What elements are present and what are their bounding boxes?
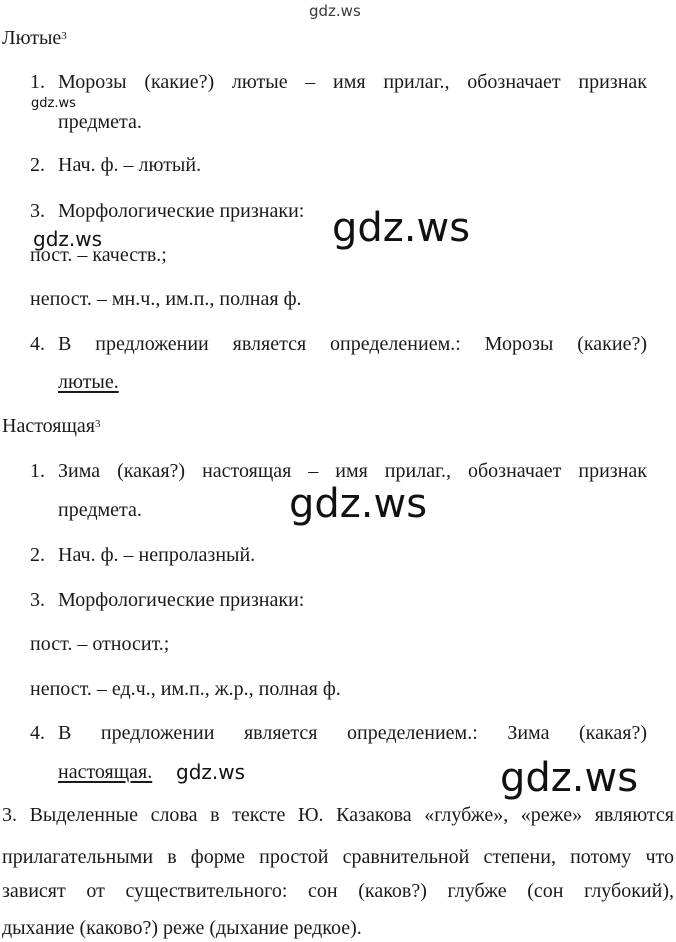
s2-item3: Морфологические признаки: <box>58 589 305 611</box>
s2-item3-num: 3. <box>30 589 45 611</box>
s1-item4-num: 4. <box>30 333 45 355</box>
task3-line1: 3. Выделенные слова в тексте Ю. Казакова «глубже», «реже» являются <box>2 804 674 826</box>
s2-post: пост. – относит.; <box>30 633 170 655</box>
s1-item3: Морфологические признаки: <box>58 200 305 222</box>
section1-title-text: Лютые <box>2 27 62 49</box>
s1-item2: Нач. ф. – лютый. <box>58 154 202 176</box>
s2-nepost: непост. – ед.ч., им.п., ж.р., полная ф. <box>30 678 341 700</box>
section1-title <box>2 26 67 50</box>
s2-item1-line2: предмета. <box>58 499 142 521</box>
task3-line2: прилагательными в форме простой сравнительной степени, потому что <box>2 846 674 868</box>
s1-item3-num: 3. <box>30 200 45 222</box>
section2-title-text: Настоящая <box>2 415 95 437</box>
section2-title <box>2 414 100 438</box>
task3-line3: зависят от существительного: сон (каков?) глубже (сон глубокий), <box>2 880 674 902</box>
watermark-top: gdz.ws <box>309 2 361 20</box>
s2-item2: Нач. ф. – непролазный. <box>58 544 256 566</box>
watermark-large-3: gdz.ws <box>500 755 639 801</box>
s2-item4-num: 4. <box>30 722 45 744</box>
watermark-small-2: gdz.ws <box>176 760 246 784</box>
s2-item4-line2: настоящая. <box>58 761 153 783</box>
s1-item4-line2: лютые. <box>58 371 119 393</box>
section2-title-sup: 3 <box>94 418 101 430</box>
s1-item1-line1: Морозы (какие?) лютые – имя прилаг., обозначает признак <box>58 71 647 93</box>
s2-item1-line1: Зима (какая?) настоящая – имя прилаг., обозначает признак <box>58 460 647 482</box>
s1-item2-num: 2. <box>30 154 45 176</box>
task3-line4: дыхание (каково?) реже (дыхание редкое). <box>2 917 362 939</box>
s1-post: пост. – качеств.; <box>30 244 167 266</box>
s2-item4-line1: В предложении является определением.: Зима (какая?) <box>58 722 647 744</box>
s1-item1-line2: предмета. <box>58 111 142 133</box>
watermark-small-1: gdz.ws <box>33 227 103 251</box>
s1-item4-line1: В предложении является определением.: Морозы (какие?) <box>58 333 647 355</box>
section1-title-sup: 3 <box>61 30 67 42</box>
watermark-large-2: gdz.ws <box>289 481 428 527</box>
watermark-large-1: gdz.ws <box>332 205 471 251</box>
s1-item1-num: 1. <box>30 71 45 93</box>
s2-item1-num: 1. <box>30 460 45 482</box>
s1-nepost: непост. – мн.ч., им.п., полная ф. <box>30 288 302 310</box>
watermark-tiny: gdz.ws <box>31 96 76 111</box>
s2-item2-num: 2. <box>30 544 45 566</box>
